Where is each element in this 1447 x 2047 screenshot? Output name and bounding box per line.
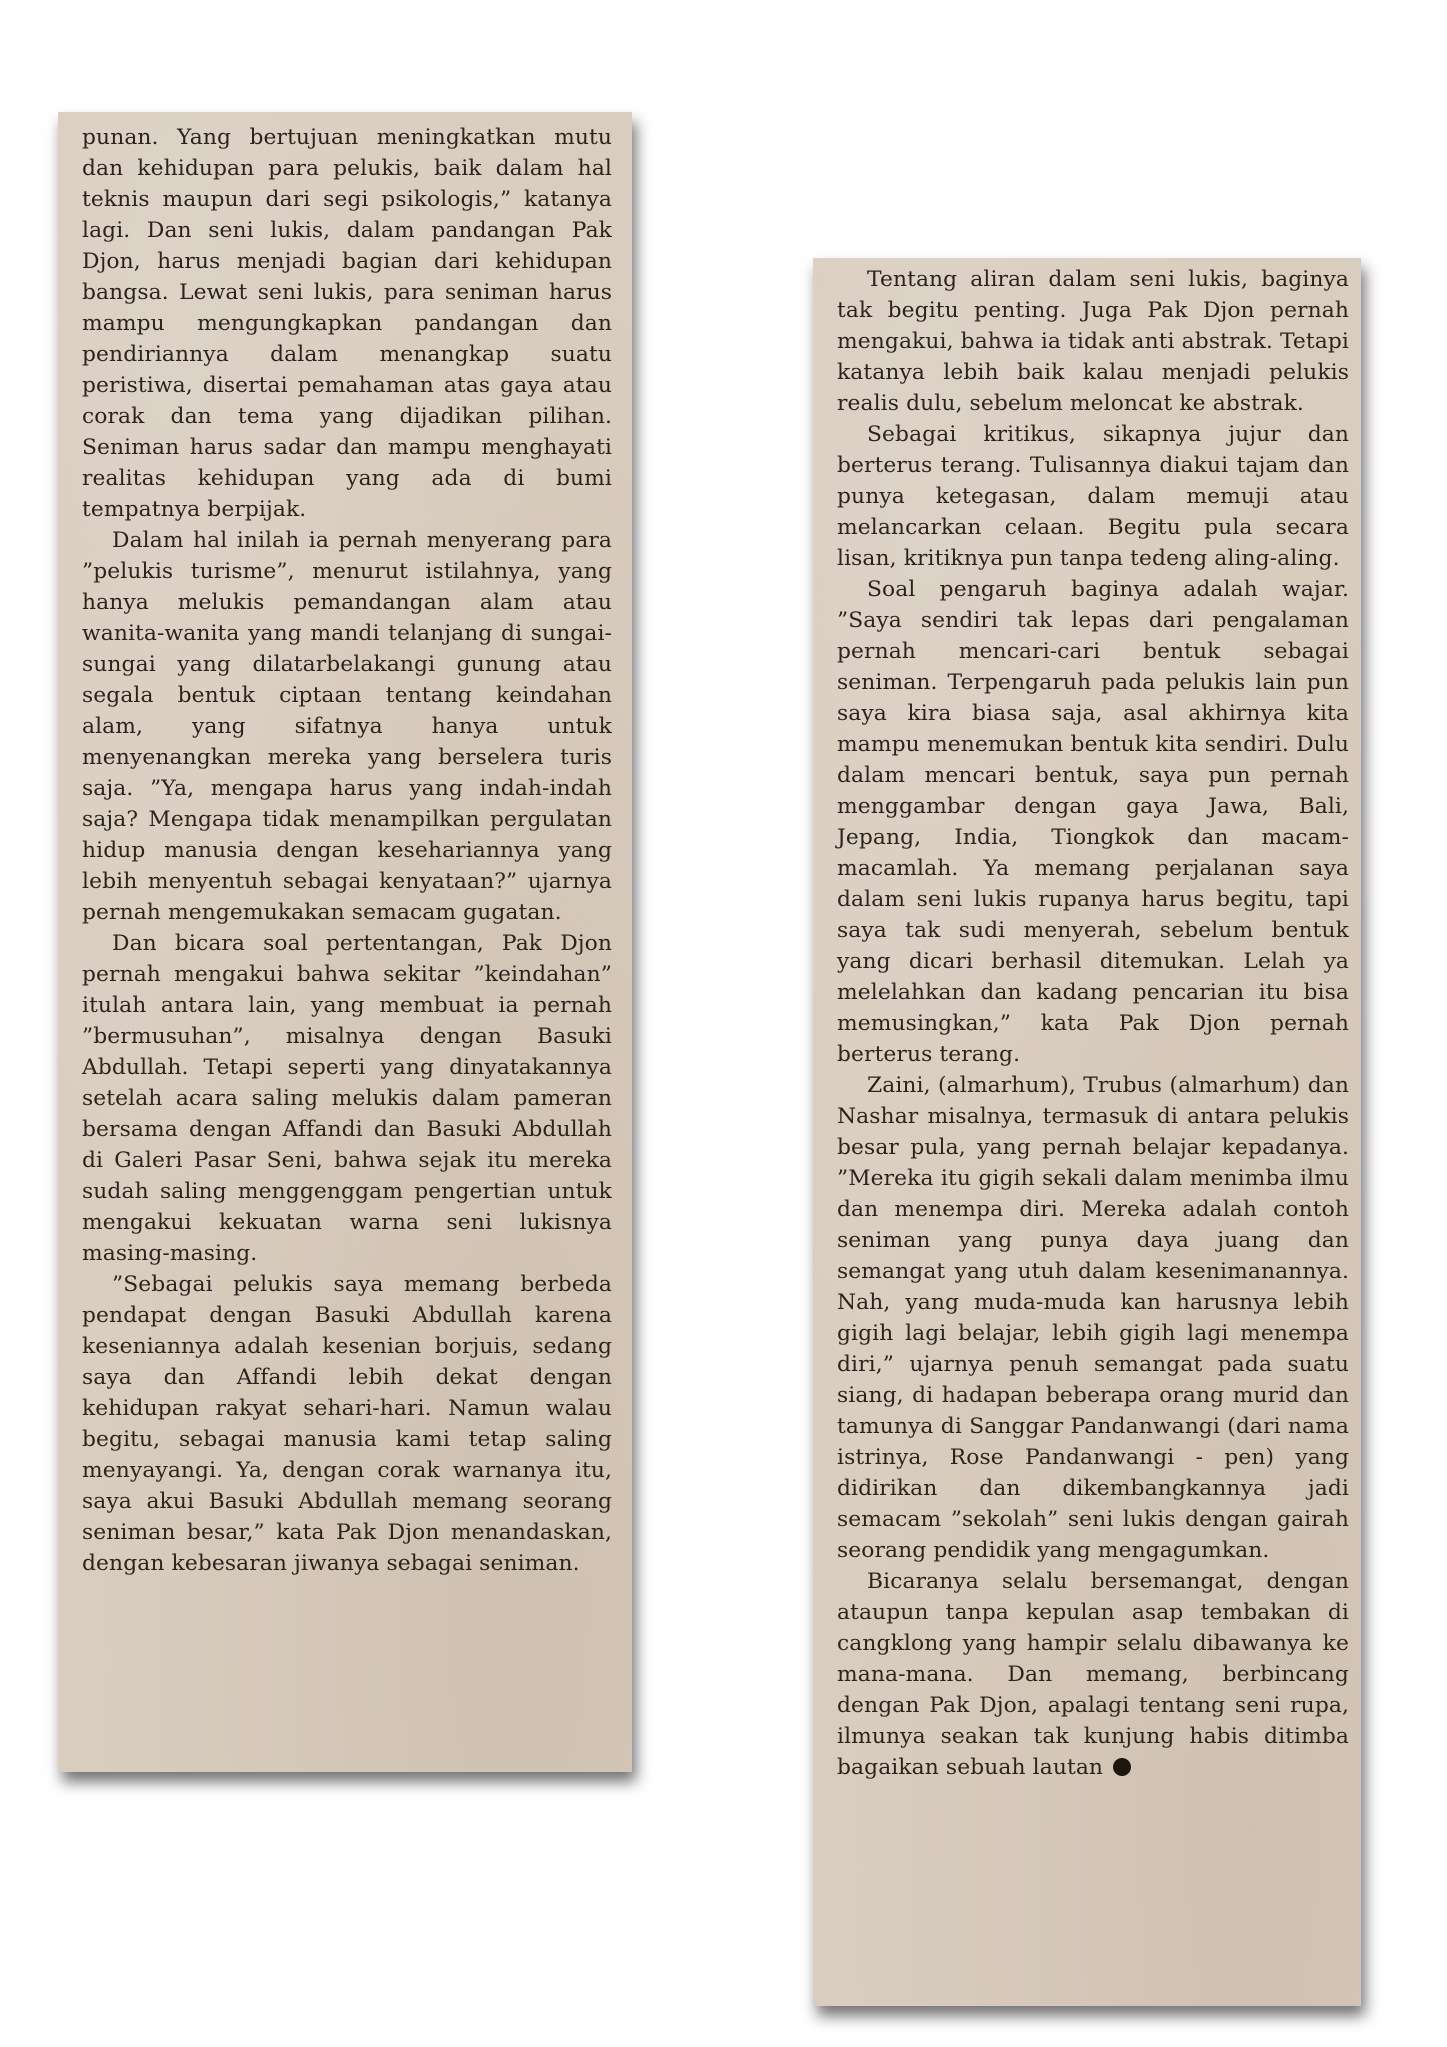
left-clipping: [58, 112, 632, 1772]
left-column-text: [82, 122, 612, 1579]
right-paragraph-2: Sebagai kritikus, sikapnya jujur dan berterus terang. Tulisannya diakui tajam dan punya ketegasan, dalam memuji atau melancarkan celaan. Begitu pula secara lisan, kritiknya pun tanpa tedeng aling-aling.: [837, 422, 1349, 571]
right-paragraph-4: Zaini, (almarhum), Trubus (almarhum) dan Nashar misalnya, termasuk di antara pelukis besar pula, yang pernah belajar kepadanya. ”Mereka itu gigih sekali dalam menimba ilmu dan menempa diri. Mereka adalah contoh seniman yang punya daya juang dan semangat yang utuh dalam kesenimanannya. Nah, yang muda-muda kan harusnya lebih gigih lagi belajar, lebih gigih lagi menempa diri,” ujarnya penuh semangat pada suatu siang, di hadapan beberapa orang murid dan tamunya di Sanggar Pandanwangi (dari nama istrinya, Rose Pandanwangi - pen) yang didirikan dan dikembangkannya jadi semacam ”sekolah” seni lukis dengan gairah seorang pendidik yang mengagumkan.: [837, 1073, 1349, 1563]
right-paragraph-5: [837, 1566, 1349, 1783]
right-paragraph-1: Tentang aliran dalam seni lukis, baginya tak begitu penting. Juga Pak Djon pernah mengakui, bahwa ia tidak anti abstrak. Tetapi katanya lebih baik kalau menjadi pelukis realis dulu, sebelum meloncat ke abstrak.: [837, 267, 1349, 416]
left-paragraph-3: Dan bicara soal pertentangan, Pak Djon pernah mengakui bahwa sekitar ”keindahan” itulah antara lain, yang membuat ia pernah ”bermusuhan”, misalnya dengan Basuki Abdullah. Tetapi seperti yang dinyatakannya setelah acara saling melukis dalam pameran bersama dengan Affandi dan Basuki Abdullah di Galeri Pasar Seni, bahwa sejak itu mereka sudah saling menggenggam pengertian untuk mengakui kekuatan warna seni lukisnya masing-masing.: [82, 931, 612, 1266]
right-paragraph-5-text: Bicaranya selalu bersemangat, dengan ataupun tanpa kepulan asap tembakan di cangklong yang hampir selalu dibawanya ke mana-mana. Dan memang, berbincang dengan Pak Djon, apalagi tentang seni rupa, ilmunya seakan tak kunjung habis ditimba bagaikan sebuah lautan: [837, 1569, 1349, 1780]
left-paragraph-1: punan. Yang bertujuan meningkatkan mutu dan kehidupan para pelukis, baik dalam hal teknis maupun dari segi psikologis,” katanya lagi. Dan seni lukis, dalam pandangan Pak Djon, harus menjadi bagian dari kehidupan bangsa. Lewat seni lukis, para seniman harus mampu mengungkapkan pandangan dan pendiriannya dalam menangkap suatu peristiwa, disertai pemahaman atas gaya atau corak dan tema yang dijadikan pilihan. Seniman harus sadar dan mampu menghayati realitas kehidupan yang ada di bumi tempatnya berpijak.: [82, 125, 612, 522]
left-paragraph-2: Dalam hal inilah ia pernah menyerang para ”pelukis turisme”, menurut istilahnya, yang hanya melukis pemandangan alam atau wanita-wanita yang mandi telanjang di sungai-sungai yang dilatarbelakangi gunung atau segala bentuk ciptaan tentang keindahan alam, yang sifatnya hanya untuk menyenangkan mereka yang berselera turis saja. ”Ya, mengapa harus yang indah-indah saja? Mengapa tidak menampilkan pergulatan hidup manusia dengan kesehariannya yang lebih menyentuh sebagai kenyataan?” ujarnya pernah mengemukakan semacam gugatan.: [82, 528, 612, 925]
right-clipping: [813, 258, 1361, 2006]
right-paragraph-3: Soal pengaruh baginya adalah wajar. ”Saya sendiri tak lepas dari pengalaman pernah mencari-cari bentuk sebagai seniman. Terpengaruh pada pelukis lain pun saya kira biasa saja, asal akhirnya kita mampu menemukan bentuk kita sendiri. Dulu dalam mencari bentuk, saya pun pernah menggambar dengan gaya Jawa, Bali, Jepang, India, Tiongkok dan macam-macamlah. Ya memang perjalanan saya dalam seni lukis rupanya harus begitu, tapi saya tak sudi menyerah, sebelum bentuk yang dicari berhasil ditemukan. Lelah ya melelahkan dan kadang pencarian itu bisa memusingkan,” kata Pak Djon pernah berterus terang.: [837, 577, 1349, 1067]
right-column-text: [837, 264, 1349, 1783]
left-paragraph-4: ”Sebagai pelukis saya memang berbeda pendapat dengan Basuki Abdullah karena keseniannya adalah kesenian borjuis, sedang saya dan Affandi lebih dekat dengan kehidupan rakyat sehari-hari. Namun walau begitu, sebagai manusia kami tetap saling menyayangi. Ya, dengan corak warnanya itu, saya akui Basuki Abdullah memang seorang seniman besar,” kata Pak Djon menandaskan, dengan kebesaran jiwanya sebagai seniman.: [82, 1272, 612, 1576]
end-of-article-dot-icon: [1113, 1758, 1131, 1776]
